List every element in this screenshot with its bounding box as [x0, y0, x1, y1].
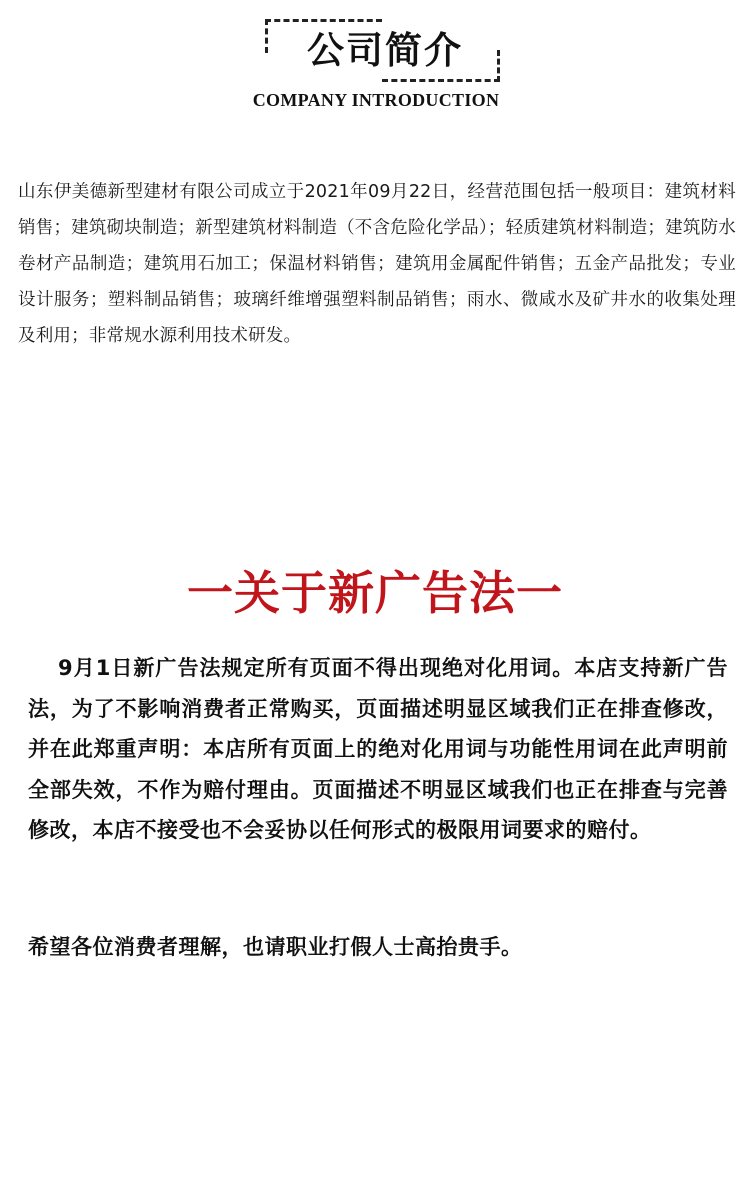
- dashed-frame-bottom: [382, 79, 500, 82]
- ad-law-body: [28, 648, 728, 851]
- ad-law-closing: 希望各位消费者理解，也请职业打假人士高抬贵手。: [28, 935, 523, 959]
- company-intro-subtitle: COMPANY INTRODUCTION: [252, 90, 500, 110]
- ad-law-title: 一关于新广告法一: [187, 566, 563, 620]
- company-intro-body: 山东伊美德新型建材有限公司成立于2021年09月22日，经营范围包括一般项目：建筑材料销售；建筑砌块制造；新型建筑材料制造（不含危险化学品）；轻质建筑材料制造；建筑防水卷材产品制造；建筑用石加工；保温材料销售；建筑用金属配件销售；五金产品批发；专业设计服务；塑料制品销售；玻璃纤维增强塑料制品销售；雨水、微咸水及矿井水的收集处理及利用；非常规水源利用技术研发。: [18, 182, 736, 346]
- dashed-frame-top: [265, 19, 382, 22]
- ad-law-body-text: 9月1日新广告法规定所有页面不得出现绝对化用词。本店支持新广告法，为了不影响消费者正常购买，页面描述明显区域我们正在排查修改，并在此郑重声明：本店所有页面上的绝对化用词与功能性用词在此声明前全部失效，不作为赔付理由。页面描述不明显区域我们也正在排查与完善修改，本店不接受也不会妥协以任何形式的极限用词要求的赔付。: [28, 656, 728, 842]
- company-intro-title: 公司简介: [307, 29, 463, 72]
- company-intro-header: [0, 0, 750, 120]
